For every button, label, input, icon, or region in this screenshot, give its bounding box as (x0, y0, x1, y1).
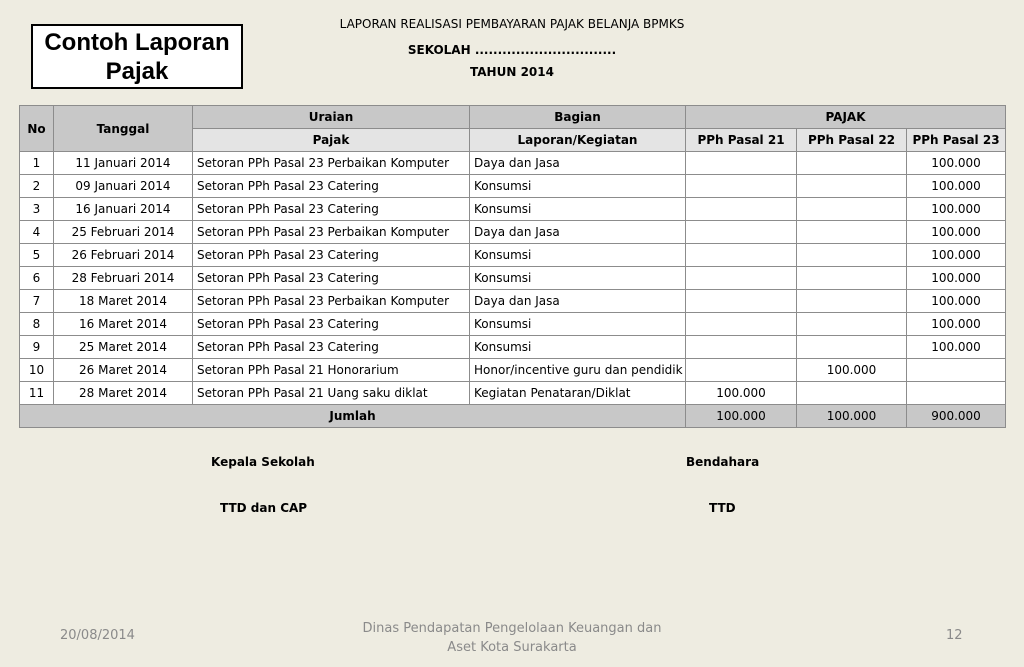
cell-bagian: Konsumsi (470, 267, 686, 290)
cell-bagian: Konsumsi (470, 244, 686, 267)
cell-bagian: Konsumsi (470, 198, 686, 221)
table-row (20, 382, 1006, 405)
cell-pph23: 100.000 (907, 198, 1006, 221)
cell-pph23: 100.000 (907, 221, 1006, 244)
cell-pph21 (686, 175, 797, 198)
cell-tanggal: 25 Februari 2014 (54, 221, 193, 244)
cell-no: 2 (20, 175, 54, 198)
cell-tanggal: 25 Maret 2014 (54, 336, 193, 359)
cell-pph21 (686, 198, 797, 221)
cell-pph21 (686, 152, 797, 175)
cell-tanggal: 16 Maret 2014 (54, 313, 193, 336)
cell-pph23: 100.000 (907, 313, 1006, 336)
cell-bagian: Daya dan Jasa (470, 290, 686, 313)
cell-tanggal: 18 Maret 2014 (54, 290, 193, 313)
cell-tanggal: 16 Januari 2014 (54, 198, 193, 221)
header-bagian: Bagian (470, 106, 686, 129)
cell-no: 8 (20, 313, 54, 336)
cell-pph21 (686, 221, 797, 244)
cell-bagian: Konsumsi (470, 313, 686, 336)
footer-date: 20/08/2014 (60, 628, 135, 643)
cell-pph21 (686, 336, 797, 359)
cell-pph21 (686, 290, 797, 313)
cell-pph22 (797, 152, 907, 175)
table-row (20, 359, 1006, 382)
cell-no: 6 (20, 267, 54, 290)
table-row (20, 313, 1006, 336)
cell-pph22: 100.000 (797, 359, 907, 382)
cell-pph23 (907, 359, 1006, 382)
header-tanggal: Tanggal (54, 106, 193, 152)
cell-pph22 (797, 336, 907, 359)
table-row (20, 267, 1006, 290)
table-body (20, 152, 1006, 405)
footer-org-line1: Dinas Pendapatan Pengelolaan Keuangan dan (362, 621, 662, 636)
total-pph21: 100.000 (686, 405, 797, 428)
cell-no: 11 (20, 382, 54, 405)
cell-pph22 (797, 175, 907, 198)
cell-uraian: Setoran PPh Pasal 21 Uang saku diklat (193, 382, 470, 405)
cell-uraian: Setoran PPh Pasal 23 Catering (193, 244, 470, 267)
cell-bagian: Daya dan Jasa (470, 152, 686, 175)
footer-org-line2: Aset Kota Surakarta (447, 640, 577, 655)
cell-uraian: Setoran PPh Pasal 23 Perbaikan Komputer (193, 221, 470, 244)
cell-tanggal: 09 Januari 2014 (54, 175, 193, 198)
report-title: LAPORAN REALISASI PEMBAYARAN PAJAK BELANJA BPMKS (339, 17, 685, 31)
header-no: No (20, 106, 54, 152)
table-row (20, 244, 1006, 267)
total-pph23: 900.000 (907, 405, 1006, 428)
table-row (20, 290, 1006, 313)
cell-pph23: 100.000 (907, 175, 1006, 198)
signature-bendahara-title: Bendahara (686, 455, 760, 469)
header-uraian-pajak: Pajak (193, 129, 470, 152)
cell-no: 3 (20, 198, 54, 221)
cell-pph23: 100.000 (907, 152, 1006, 175)
cell-bagian: Kegiatan Penataran/Diklat (470, 382, 686, 405)
cell-no: 5 (20, 244, 54, 267)
tax-report-table (19, 105, 1006, 428)
header-pph22: PPh Pasal 22 (797, 129, 907, 152)
cell-pph21 (686, 359, 797, 382)
cell-no: 7 (20, 290, 54, 313)
cell-uraian: Setoran PPh Pasal 23 Perbaikan Komputer (193, 152, 470, 175)
cell-no: 4 (20, 221, 54, 244)
cell-pph22 (797, 221, 907, 244)
cell-pph21 (686, 244, 797, 267)
slide-title-box (31, 24, 243, 89)
header-pph21: PPh Pasal 21 (686, 129, 797, 152)
header-pajak: PAJAK (686, 106, 1006, 129)
cell-tanggal: 26 Maret 2014 (54, 359, 193, 382)
cell-bagian: Konsumsi (470, 336, 686, 359)
cell-uraian: Setoran PPh Pasal 23 Catering (193, 267, 470, 290)
cell-uraian: Setoran PPh Pasal 21 Honorarium (193, 359, 470, 382)
signature-bendahara-sign: TTD (709, 501, 736, 515)
cell-uraian: Setoran PPh Pasal 23 Perbaikan Komputer (193, 290, 470, 313)
cell-pph22 (797, 313, 907, 336)
footer-organization (336, 619, 688, 657)
cell-no: 10 (20, 359, 54, 382)
total-pph22: 100.000 (797, 405, 907, 428)
cell-no: 9 (20, 336, 54, 359)
cell-uraian: Setoran PPh Pasal 23 Catering (193, 313, 470, 336)
cell-no: 1 (20, 152, 54, 175)
cell-bagian: Konsumsi (470, 175, 686, 198)
cell-pph21 (686, 313, 797, 336)
header-pph23: PPh Pasal 23 (907, 129, 1006, 152)
cell-tanggal: 11 Januari 2014 (54, 152, 193, 175)
header-uraian: Uraian (193, 106, 470, 129)
cell-pph23: 100.000 (907, 244, 1006, 267)
cell-pph22 (797, 382, 907, 405)
slide-title-line2: Pajak (105, 57, 169, 85)
header-laporan-kegiatan: Laporan/Kegiatan (470, 129, 686, 152)
cell-pph23: 100.000 (907, 336, 1006, 359)
signature-kepala-sekolah-title: Kepala Sekolah (211, 455, 315, 469)
cell-pph22 (797, 244, 907, 267)
cell-pph22 (797, 198, 907, 221)
cell-pph21: 100.000 (686, 382, 797, 405)
table-row (20, 198, 1006, 221)
cell-tanggal: 28 Maret 2014 (54, 382, 193, 405)
cell-pph22 (797, 290, 907, 313)
cell-pph21 (686, 267, 797, 290)
cell-pph23: 100.000 (907, 290, 1006, 313)
cell-uraian: Setoran PPh Pasal 23 Catering (193, 336, 470, 359)
cell-uraian: Setoran PPh Pasal 23 Catering (193, 175, 470, 198)
cell-tanggal: 28 Februari 2014 (54, 267, 193, 290)
total-row (20, 405, 1006, 428)
cell-bagian: Daya dan Jasa (470, 221, 686, 244)
cell-pph23 (907, 382, 1006, 405)
report-year: TAHUN 2014 (470, 65, 554, 79)
table-row (20, 175, 1006, 198)
cell-uraian: Setoran PPh Pasal 23 Catering (193, 198, 470, 221)
cell-bagian: Honor/incentive guru dan pendidik (470, 359, 686, 382)
footer-page-number: 12 (946, 628, 963, 643)
total-label: Jumlah (20, 405, 686, 428)
cell-pph23: 100.000 (907, 267, 1006, 290)
report-school: SEKOLAH ............................... (407, 43, 617, 57)
table-row (20, 152, 1006, 175)
cell-tanggal: 26 Februari 2014 (54, 244, 193, 267)
signature-kepala-sekolah-sign: TTD dan CAP (220, 501, 308, 515)
table-row (20, 336, 1006, 359)
table-row (20, 221, 1006, 244)
slide-title-line1: Contoh Laporan (44, 28, 230, 56)
cell-pph22 (797, 267, 907, 290)
